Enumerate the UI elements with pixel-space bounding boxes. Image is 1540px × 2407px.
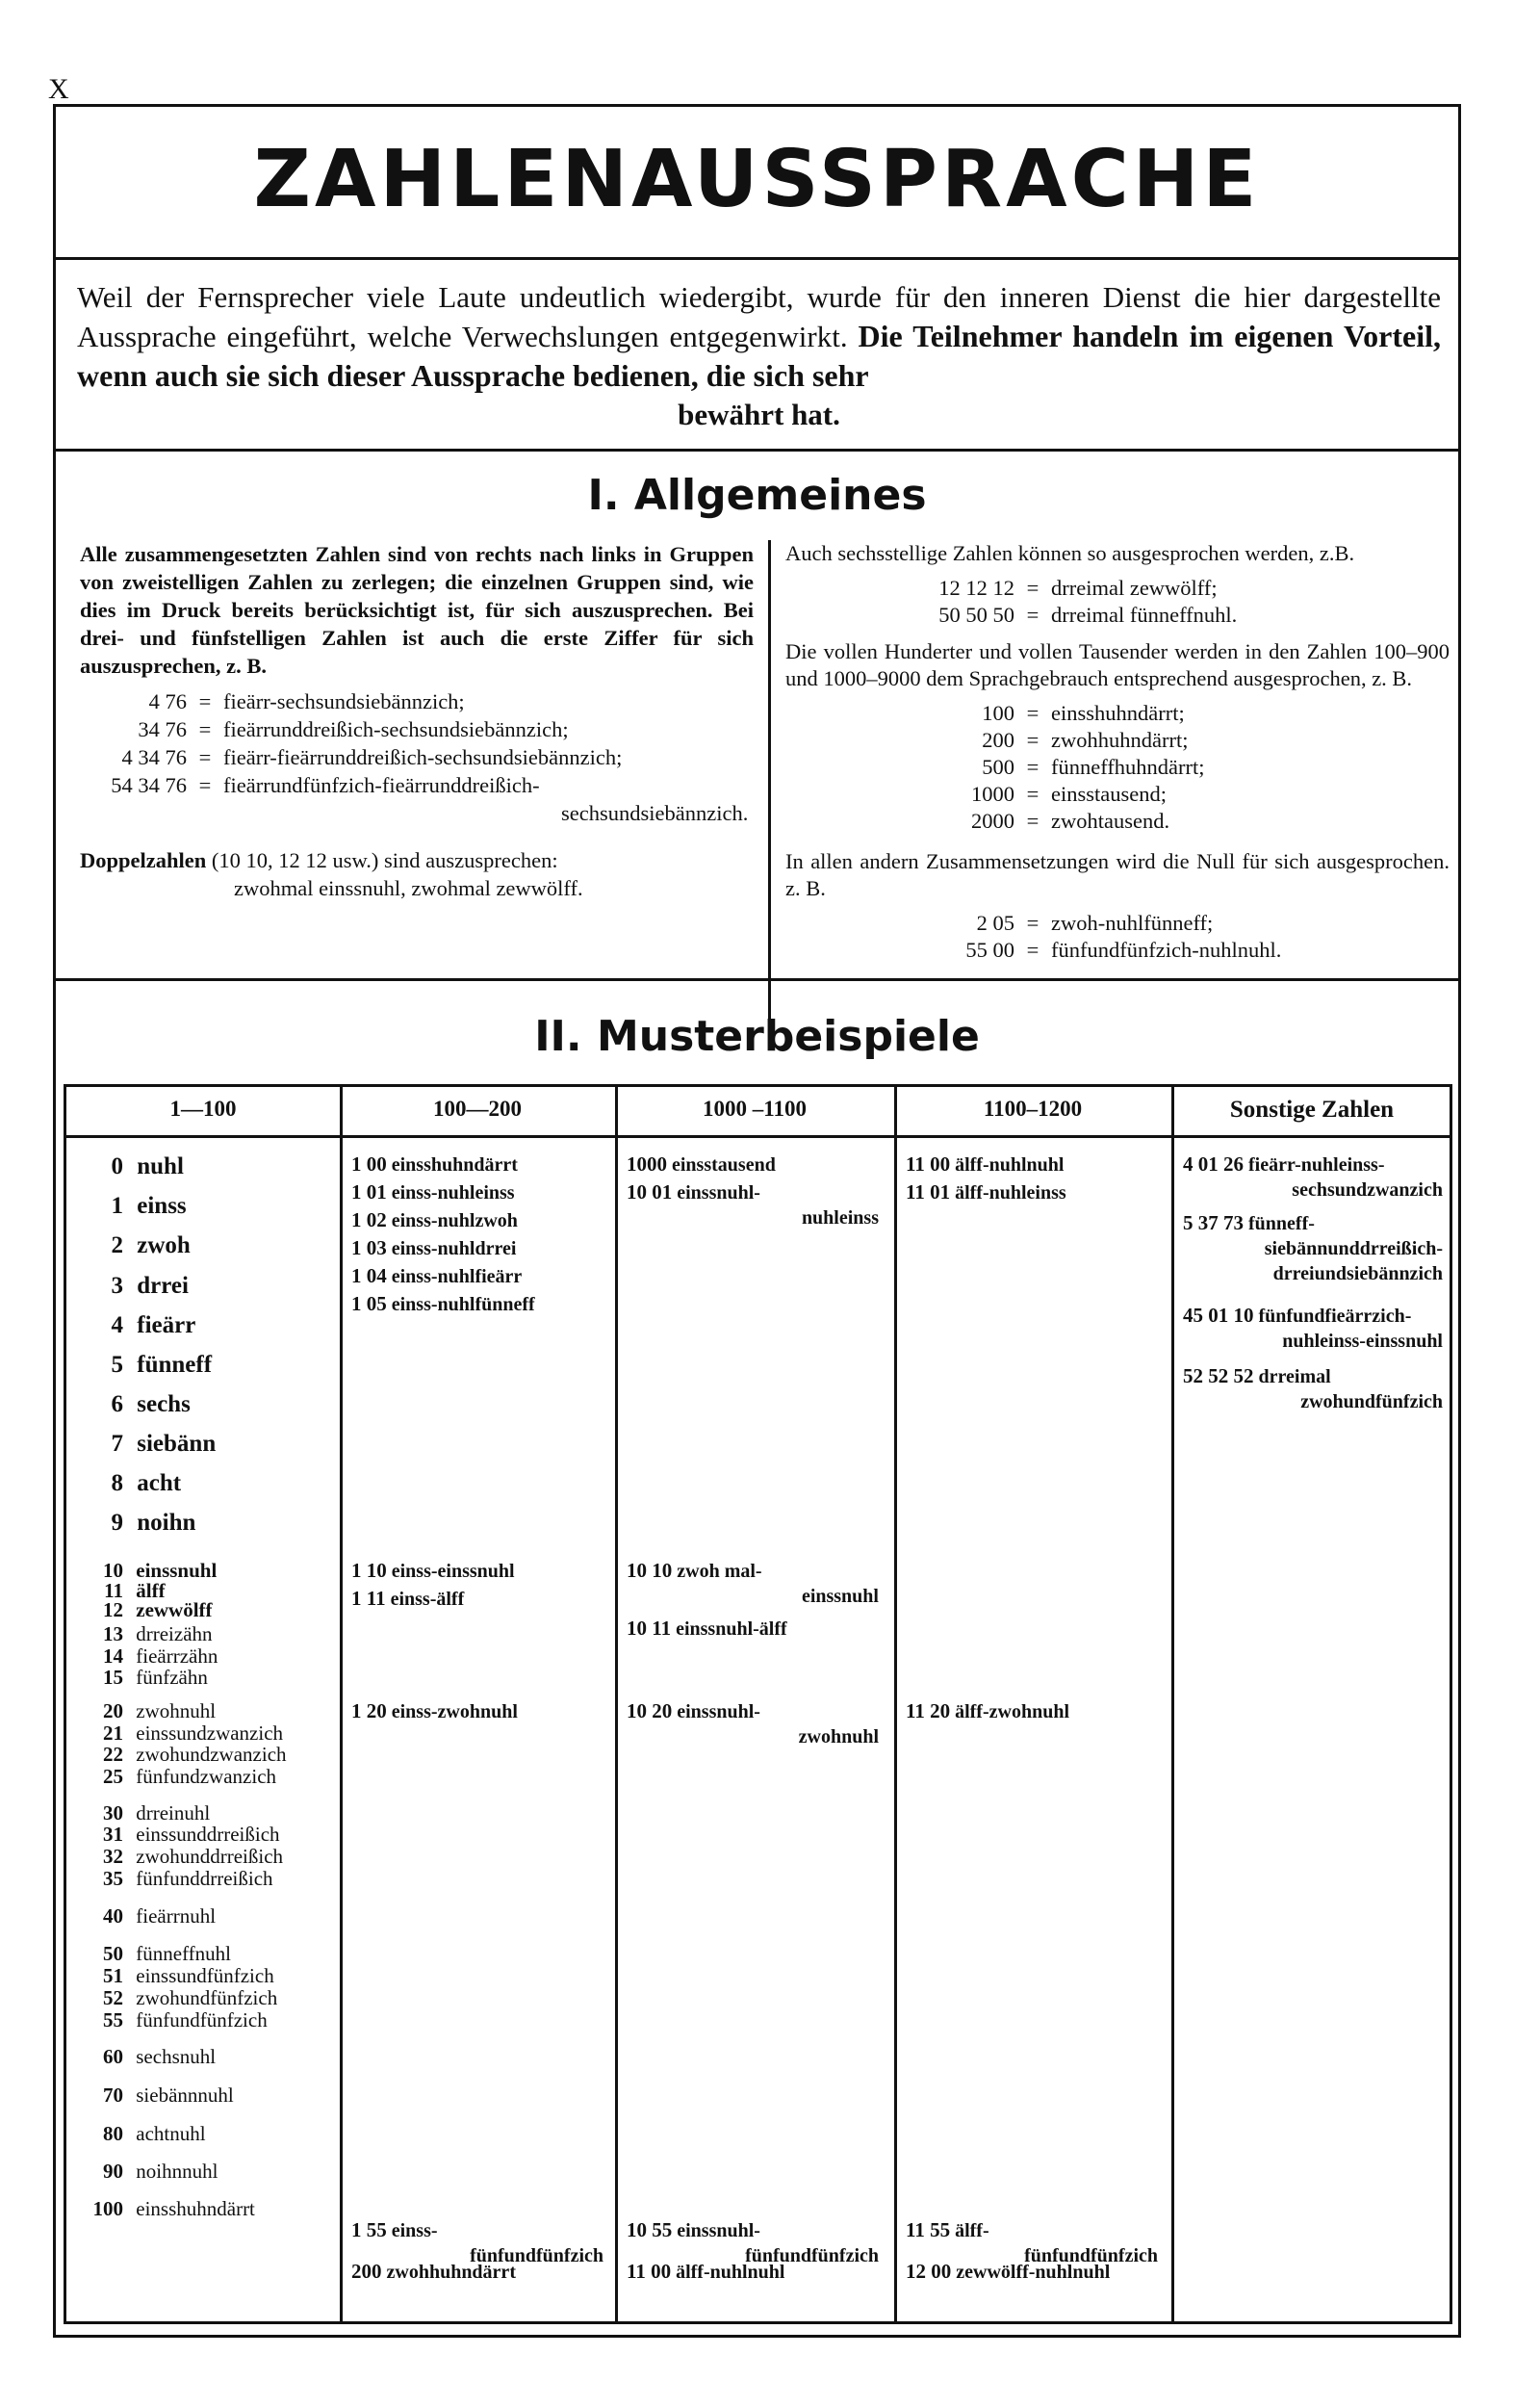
cell-pronunciation: älff- xyxy=(950,2220,989,2241)
cell-number: 1 04 xyxy=(351,1264,387,1287)
number: 500 xyxy=(982,755,1014,779)
intro-bold-text: Die Teilnehmer handeln im eigenen Vorteil, wenn auch sie sich dieser Aussprache bedienen, die sich sehr xyxy=(77,319,1441,393)
cell-number: 1000 xyxy=(627,1152,667,1176)
cell-pronunciation: achtnuhl xyxy=(131,2122,206,2145)
cell-number: 70 xyxy=(103,2083,123,2107)
table-cell xyxy=(351,1179,603,1205)
allgemeines-left-column xyxy=(80,540,754,902)
pronunciation: fieärrundfünfzich-fieärrunddreißich- xyxy=(223,773,540,797)
number: 4 76 xyxy=(148,689,187,713)
table-cell xyxy=(88,1511,195,1536)
cell-pronunciation: älff-nuhlnuhl xyxy=(671,2262,785,2283)
cell-pronunciation: einss-nuhldrrei xyxy=(386,1238,517,1259)
double-numbers-label: Doppelzahlen xyxy=(80,848,207,872)
cell-number: 11 00 xyxy=(627,2260,672,2283)
table-cell xyxy=(88,2083,234,2108)
equals-sign: = xyxy=(1026,603,1040,627)
rule-paragraph: Alle zusammengesetzten Zahlen sind von rechts nach links in Gruppen von zweistelligen Zahlen zu zerlegen; die einzelnen Gruppen sind, wie dies im Druck bereits berücksichtigt ist, für sich auszusprechen. Bei drei- und fünfstelligen Zahlen ist auch die erste Ziffer für sich auszusprechen, z. B. xyxy=(80,542,754,678)
table-cell xyxy=(88,1392,191,1417)
cell-number: 1 03 xyxy=(351,1236,387,1259)
header-col-2: 100—200 xyxy=(433,1097,522,1121)
cell-pronunciation: älff-nuhlnuhl xyxy=(950,1154,1065,1176)
table-cell xyxy=(88,2044,216,2069)
table-cell xyxy=(351,1152,603,1178)
cell-continuation: fünfundfünfzich xyxy=(470,2245,603,2266)
cell-pronunciation: noihnnuhl xyxy=(131,2160,218,2183)
table-cell xyxy=(627,1558,879,1609)
cell-number: 32 xyxy=(103,1845,123,1868)
cell-pronunciation: fünfunddrreißich xyxy=(131,1867,273,1890)
table-cell xyxy=(88,2007,268,2032)
cell-number: 52 52 52 xyxy=(1183,1364,1254,1387)
content-frame xyxy=(53,104,1461,2338)
cell-continuation: siebännunddrreißich- xyxy=(1264,1238,1443,1259)
table-cell xyxy=(627,2259,879,2285)
cell-number: 7 xyxy=(111,1431,123,1457)
equals-sign: = xyxy=(198,773,212,797)
cell-pronunciation: einssundzwanzich xyxy=(131,1721,284,1745)
cell-number: 60 xyxy=(103,2045,123,2068)
cell-pronunciation: älff xyxy=(131,1579,166,1602)
pronunciation: fieärr-sechsundsiebännzich; xyxy=(223,689,465,713)
cell-number: 80 xyxy=(103,2122,123,2145)
cell-pronunciation: einssundfünfzich xyxy=(131,1964,274,1987)
number: 34 76 xyxy=(138,717,187,741)
examples-table xyxy=(64,1084,1452,2324)
table-cell xyxy=(88,1233,191,1258)
number: 4 34 76 xyxy=(121,745,187,769)
table-cell xyxy=(351,1558,603,1584)
pronunciation: fieärr-fieärrunddreißich-sechsundsiebännzich; xyxy=(223,745,623,769)
equals-sign: = xyxy=(1026,576,1040,600)
cell-pronunciation: sechs xyxy=(131,1391,191,1417)
cell-number: 8 xyxy=(111,1470,123,1496)
cell-number: 10 11 xyxy=(627,1617,672,1640)
hundreds-example-row xyxy=(785,700,1450,727)
table-cell xyxy=(88,1432,216,1457)
cell-pronunciation: zwohunddrreißich xyxy=(131,1845,284,1868)
section-title-allgemeines: I. Allgemeines xyxy=(587,471,927,520)
hundreds-example-row xyxy=(785,781,1450,808)
table-cell xyxy=(88,1274,189,1299)
table-cell xyxy=(88,1597,213,1622)
left-example-row xyxy=(80,771,754,799)
zero-paragraph: In allen andern Zusammensetzungen wird die Null für sich ausgesprochen. z. B. xyxy=(785,849,1450,900)
hundreds-examples xyxy=(785,700,1450,835)
cell-number: 31 xyxy=(103,1823,123,1846)
number: 54 34 76 xyxy=(111,773,187,797)
table-cell xyxy=(906,2259,1158,2285)
equals-sign: = xyxy=(1026,782,1040,806)
cell-number: 1 05 xyxy=(351,1292,387,1315)
cell-pronunciation: einss-älff xyxy=(385,1589,465,1610)
table-column-divider xyxy=(615,1087,618,2321)
column-separator xyxy=(768,540,771,1036)
cell-pronunciation: zwohundfünfzich xyxy=(131,1986,278,2009)
cell-continuation: fünfundfünfzich xyxy=(745,2245,879,2266)
cell-number: 2 xyxy=(111,1232,123,1258)
header-col-1: 1—100 xyxy=(169,1097,237,1121)
table-cell xyxy=(88,1471,181,1496)
cell-pronunciation: siebänn xyxy=(131,1431,217,1457)
cell-pronunciation: fieärr xyxy=(131,1312,196,1338)
cell-number: 22 xyxy=(103,1743,123,1766)
cell-number: 10 01 xyxy=(627,1180,673,1204)
table-cell xyxy=(88,2121,206,2146)
hundreds-example-row xyxy=(785,754,1450,781)
intro-text: Weil der Fernsprecher viele Laute undeutlich wiedergibt, wurde für den inneren Dienst die hier dargestellte Aussprache eingeführt, welche Verwechslungen entgegenwirkt. xyxy=(77,280,1441,353)
table-cell xyxy=(1183,1363,1443,1414)
pronunciation: fünneffhuhndärrt; xyxy=(1051,755,1205,779)
cell-pronunciation: zwohhuhndärrt xyxy=(381,2262,516,2283)
zero-examples xyxy=(785,910,1450,964)
equals-sign: = xyxy=(198,745,212,769)
table-column-divider xyxy=(1171,1087,1174,2321)
cell-pronunciation: fünneff xyxy=(131,1352,213,1378)
cell-continuation: fünfundfünfzich xyxy=(1024,2245,1158,2266)
cell-number: 51 xyxy=(103,1964,123,1987)
six-digit-example-row xyxy=(785,575,1450,602)
cell-number: 11 00 xyxy=(906,1152,951,1176)
number: 50 50 50 xyxy=(938,603,1014,627)
pronunciation: zwohtausend. xyxy=(1051,809,1170,833)
cell-number: 14 xyxy=(103,1644,123,1668)
table-cell xyxy=(88,1194,187,1219)
cell-pronunciation: zwoh xyxy=(131,1232,191,1258)
cell-pronunciation: zewwölff xyxy=(131,1598,213,1621)
table-cell xyxy=(906,1698,1158,1724)
pronunciation: drreimal zewwölff; xyxy=(1051,576,1218,600)
cell-number: 55 xyxy=(103,2008,123,2032)
cell-pronunciation: noihn xyxy=(131,1510,196,1536)
number: 2 05 xyxy=(976,911,1014,935)
cell-pronunciation: einssnuhl-älff xyxy=(671,1618,787,1640)
cell-number: 11 01 xyxy=(906,1180,951,1204)
cell-pronunciation: einss-nuhlfieärr xyxy=(386,1266,523,1287)
table-cell xyxy=(88,1154,184,1179)
cell-pronunciation: einss- xyxy=(386,2220,438,2241)
table-cell xyxy=(88,1665,208,1690)
table-cell xyxy=(351,1207,603,1233)
cell-number: 1 55 xyxy=(351,2218,387,2241)
cell-number: 20 xyxy=(103,1699,123,1722)
cell-number: 4 xyxy=(111,1312,123,1338)
cell-continuation: einssnuhl xyxy=(801,1586,879,1607)
cell-number: 13 xyxy=(103,1622,123,1645)
six-digit-example-row xyxy=(785,602,1450,629)
number: 1000 xyxy=(971,782,1014,806)
table-cell xyxy=(351,2259,603,2285)
number: 12 12 12 xyxy=(938,576,1014,600)
cell-number: 35 xyxy=(103,1867,123,1890)
table-cell xyxy=(88,1866,273,1891)
cell-continuation: drreiundsiebännzich xyxy=(1272,1263,1443,1284)
cell-number: 1 01 xyxy=(351,1180,387,1204)
zero-example-row xyxy=(785,937,1450,964)
table-cell xyxy=(351,1263,603,1289)
cell-pronunciation: fünneffnuhl xyxy=(131,1942,232,1965)
six-digit-paragraph: Auch sechsstellige Zahlen können so ausgesprochen werden, z.B. xyxy=(785,541,1355,565)
cell-pronunciation: drreimal xyxy=(1253,1366,1331,1387)
cell-pronunciation: fünfundfünfzich xyxy=(131,2008,268,2032)
cell-number: 1 00 xyxy=(351,1152,387,1176)
cell-pronunciation: einssnuhl xyxy=(131,1559,218,1582)
example-continuation: sechsundsiebännzich. xyxy=(561,801,749,825)
pronunciation: einsshuhndärrt; xyxy=(1051,701,1185,725)
table-cell xyxy=(1183,1210,1443,1286)
table-cell xyxy=(88,1903,216,1928)
hundreds-paragraph: Die vollen Hunderter und vollen Tausender werden in den Zahlen 100–900 und 1000–9000 dem Sprachgebrauch entsprechend ausgesprochen, z. B. xyxy=(785,639,1450,690)
table-cell xyxy=(906,1152,1158,1178)
cell-number: 90 xyxy=(103,2160,123,2183)
intro-bold-last: bewährt hat. xyxy=(678,398,840,431)
left-example-row xyxy=(80,715,754,743)
page-title: ZAHLENAUSSPRACHE xyxy=(253,134,1261,225)
cell-pronunciation: fünneff- xyxy=(1244,1213,1315,1234)
table-cell xyxy=(627,1616,879,1642)
pronunciation: einsstausend; xyxy=(1051,782,1167,806)
cell-pronunciation: einssnuhl- xyxy=(672,1701,760,1722)
page-number: X xyxy=(48,73,69,105)
cell-number: 0 xyxy=(111,1153,123,1179)
cell-number: 11 xyxy=(104,1579,123,1602)
cell-pronunciation: drreinuhl xyxy=(131,1801,211,1825)
cell-pronunciation: einssunddrreißich xyxy=(131,1823,280,1846)
pronunciation: drreimal fünneffnuhl. xyxy=(1051,603,1238,627)
equals-sign: = xyxy=(198,689,212,713)
cell-pronunciation: nuhl xyxy=(131,1153,184,1179)
equals-sign: = xyxy=(1026,701,1040,725)
cell-pronunciation: drrei xyxy=(131,1273,189,1299)
equals-sign: = xyxy=(1026,938,1040,962)
equals-sign: = xyxy=(1026,755,1040,779)
cell-pronunciation: einss-nuhlfünneff xyxy=(386,1294,535,1315)
cell-pronunciation: fieärr-nuhleinss- xyxy=(1244,1154,1385,1176)
cell-pronunciation: fieärrzähn xyxy=(131,1644,218,1668)
cell-pronunciation: zwoh mal- xyxy=(672,1561,762,1582)
cell-pronunciation: einssnuhl- xyxy=(672,1182,760,1204)
equals-sign: = xyxy=(1026,911,1040,935)
double-numbers-text: (10 10, 12 12 usw.) sind auszusprechen: xyxy=(211,848,558,872)
cell-continuation: nuhleinss xyxy=(801,1207,879,1229)
cell-continuation: nuhleinss-einssnuhl xyxy=(1282,1331,1443,1352)
equals-sign: = xyxy=(1026,728,1040,752)
table-cell xyxy=(351,1698,603,1724)
cell-number: 5 xyxy=(111,1352,123,1378)
hundreds-example-row xyxy=(785,808,1450,835)
table-cell xyxy=(627,1152,879,1178)
table-cell xyxy=(88,1764,276,1789)
cell-pronunciation: einsshuhndärrt xyxy=(131,2197,255,2220)
cell-number: 50 xyxy=(103,1942,123,1965)
cell-pronunciation: einss-zwohnuhl xyxy=(386,1701,518,1722)
table-cell xyxy=(1183,1152,1443,1203)
cell-pronunciation: siebännnuhl xyxy=(131,2083,234,2107)
number: 200 xyxy=(982,728,1014,752)
left-examples xyxy=(80,687,754,799)
table-cell xyxy=(1183,1303,1443,1354)
table-cell xyxy=(88,1353,212,1378)
table-column-divider xyxy=(340,1087,343,2321)
cell-number: 1 xyxy=(111,1193,123,1219)
intro-paragraph xyxy=(77,278,1441,434)
cell-number: 12 xyxy=(103,1598,123,1621)
six-digit-examples xyxy=(785,575,1450,629)
section-title-musterbeispiele: II. Musterbeispiele xyxy=(534,1012,980,1061)
cell-number: 10 20 xyxy=(627,1699,673,1722)
cell-number: 11 20 xyxy=(906,1699,951,1722)
table-cell xyxy=(351,1291,603,1317)
cell-pronunciation: einss-nuhlzwoh xyxy=(386,1210,518,1231)
cell-pronunciation: einss-einssnuhl xyxy=(386,1561,515,1582)
cell-number: 25 xyxy=(103,1765,123,1788)
pronunciation: fieärrunddreißich-sechsundsiebännzich; xyxy=(223,717,569,741)
zero-example-row xyxy=(785,910,1450,937)
cell-pronunciation: älff-nuhleinss xyxy=(950,1182,1066,1204)
cell-pronunciation: acht xyxy=(131,1470,182,1496)
cell-number: 52 xyxy=(103,1986,123,2009)
table-column-divider xyxy=(894,1087,897,2321)
cell-number: 40 xyxy=(103,1904,123,1928)
cell-number: 11 55 xyxy=(906,2218,951,2241)
cell-pronunciation: fünfzähn xyxy=(131,1666,208,1689)
double-numbers-note xyxy=(80,846,754,874)
cell-pronunciation: zwohundzwanzich xyxy=(131,1743,287,1766)
header-col-4: 1100–1200 xyxy=(983,1097,1083,1121)
left-example-row xyxy=(80,687,754,715)
cell-number: 1 10 xyxy=(351,1559,387,1582)
cell-continuation: sechsundzwanzich xyxy=(1292,1179,1443,1201)
number: 55 00 xyxy=(965,938,1014,962)
cell-pronunciation: älff-zwohnuhl xyxy=(950,1701,1069,1722)
cell-number: 10 xyxy=(103,1559,123,1582)
cell-number: 3 xyxy=(111,1273,123,1299)
pronunciation: fünfundfünfzich-nuhlnuhl. xyxy=(1051,938,1282,962)
cell-number: 1 11 xyxy=(351,1587,386,1610)
cell-pronunciation: fünfundzwanzich xyxy=(131,1765,277,1788)
divider xyxy=(56,449,1458,452)
cell-pronunciation: einss xyxy=(131,1193,187,1219)
pronunciation: zwoh-nuhlfünneff; xyxy=(1051,911,1214,935)
left-example-row xyxy=(80,743,754,771)
table-cell xyxy=(627,1179,879,1230)
cell-number: 15 xyxy=(103,1666,123,1689)
cell-pronunciation: einsstausend xyxy=(667,1154,776,1176)
cell-number: 5 37 73 xyxy=(1183,1211,1244,1234)
cell-number: 1 20 xyxy=(351,1699,387,1722)
table-cell xyxy=(351,1586,603,1612)
cell-continuation: zwohundfünfzich xyxy=(1300,1391,1443,1412)
hundreds-example-row xyxy=(785,727,1450,754)
table-cell xyxy=(627,1698,879,1749)
header-col-5: Sonstige Zahlen xyxy=(1229,1097,1395,1123)
number: 100 xyxy=(982,701,1014,725)
allgemeines-right-column xyxy=(785,540,1450,964)
equals-sign: = xyxy=(1026,809,1040,833)
cell-pronunciation: einss-nuhleinss xyxy=(386,1182,515,1204)
divider xyxy=(56,257,1458,260)
cell-continuation: zwohnuhl xyxy=(798,1726,879,1747)
cell-number: 200 xyxy=(351,2260,382,2283)
table-header-divider xyxy=(66,1135,1450,1138)
cell-number: 12 00 xyxy=(906,2260,952,2283)
cell-pronunciation: sechsnuhl xyxy=(131,2045,217,2068)
cell-pronunciation: zewwölff-nuhlnuhl xyxy=(951,2262,1111,2283)
number: 2000 xyxy=(971,809,1014,833)
cell-number: 21 xyxy=(103,1721,123,1745)
cell-number: 9 xyxy=(111,1510,123,1536)
cell-number: 4 01 26 xyxy=(1183,1152,1244,1176)
cell-pronunciation: einsshuhndärrt xyxy=(386,1154,518,1176)
cell-number: 100 xyxy=(92,2197,123,2220)
cell-pronunciation: einssnuhl- xyxy=(672,2220,760,2241)
double-numbers-example: zwohmal einssnuhl, zwohmal zewwölff. xyxy=(234,876,583,900)
cell-number: 6 xyxy=(111,1391,123,1417)
pronunciation: zwohhuhndärrt; xyxy=(1051,728,1189,752)
header-col-3: 1000 –1100 xyxy=(703,1097,807,1121)
cell-pronunciation: drreizähn xyxy=(131,1622,213,1645)
equals-sign: = xyxy=(198,717,212,741)
cell-number: 10 10 xyxy=(627,1559,673,1582)
cell-pronunciation: zwohnuhl xyxy=(131,1699,217,1722)
table-cell xyxy=(88,1313,195,1338)
cell-pronunciation: fieärrnuhl xyxy=(131,1904,217,1928)
table-cell xyxy=(351,1235,603,1261)
table-cell xyxy=(906,1179,1158,1205)
divider xyxy=(56,978,1458,981)
cell-pronunciation: fünfundfieärrzich- xyxy=(1253,1306,1412,1327)
table-cell xyxy=(88,2159,218,2184)
cell-number: 10 55 xyxy=(627,2218,673,2241)
cell-number: 30 xyxy=(103,1801,123,1825)
cell-number: 1 02 xyxy=(351,1208,387,1231)
table-cell xyxy=(88,2196,255,2221)
cell-number: 45 01 10 xyxy=(1183,1304,1254,1327)
